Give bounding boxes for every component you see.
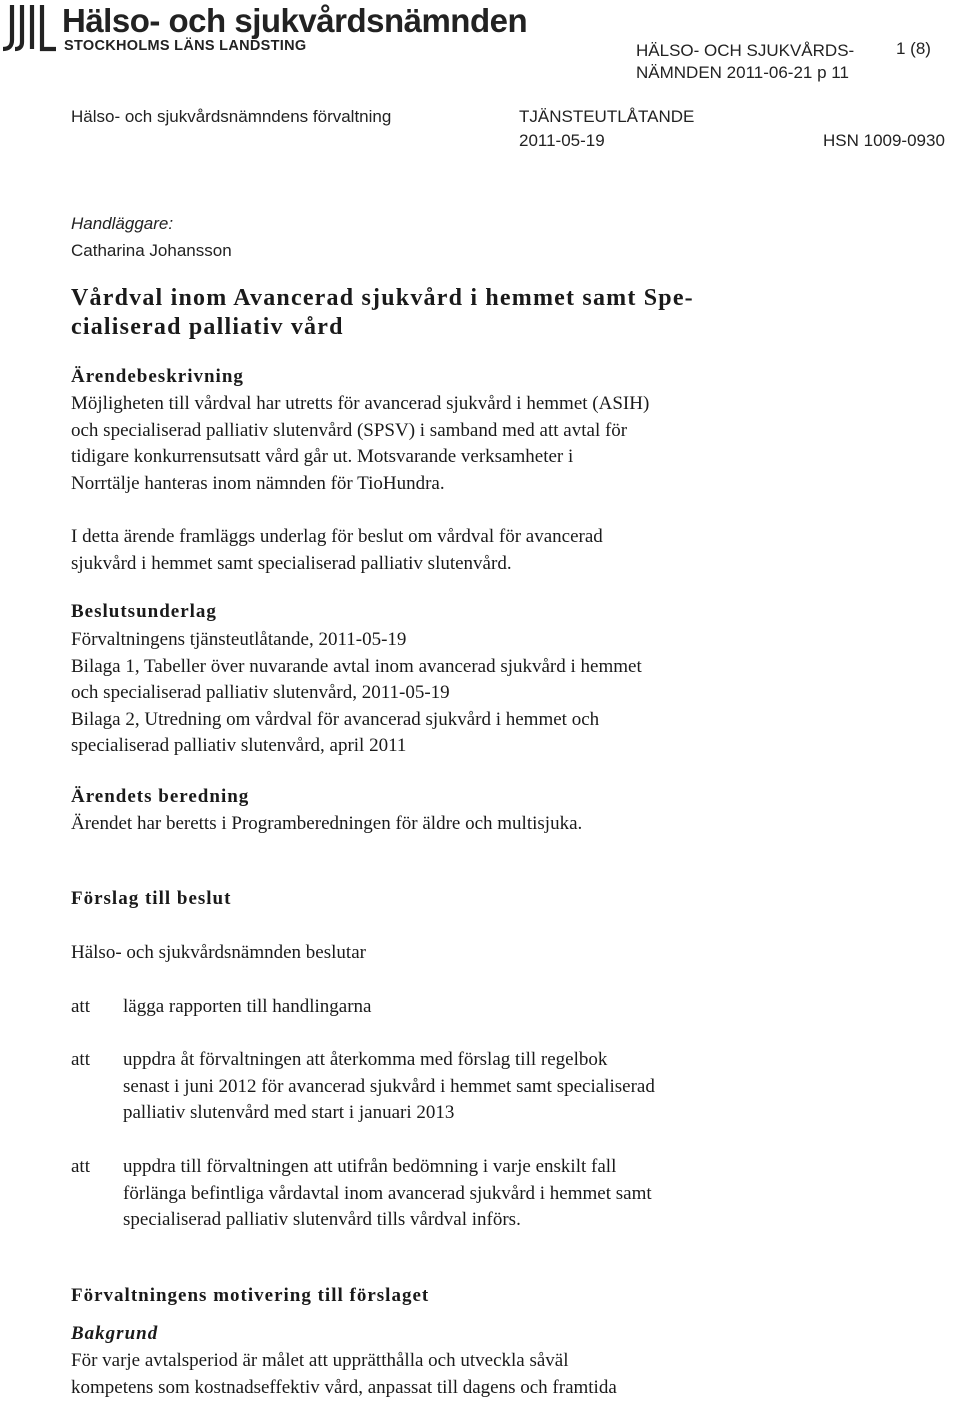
page-title: Vårdval inom Avancerad sjukvård i hemmet samt Spe- cialiserad palliativ vård — [71, 285, 694, 340]
document-date: 2011-05-19 — [519, 131, 605, 150]
decision-text: uppdra till förvaltningen att utifrån bedömning i varje enskilt fall förlänga befintliga vårdavtal inom avancerad sjukvård i hemmet samt specialiserad palliativ slutenvård tills vårdval införs. — [123, 1156, 652, 1230]
logo-title: Hälso- och sjukvårdsnämnden — [62, 2, 528, 39]
decision-text: uppdra åt förvaltningen att återkomma med förslag till regelbok senast i juni 2012 för avancerad sjukvård i hemmet samt specialiserad palliativ slutenvård med start i januari 2013 — [123, 1049, 655, 1123]
document-type: TJÄNSTEUTLÅTANDE — [519, 107, 695, 126]
proposal-intro: Hälso- och sjukvårdsnämnden beslutar — [71, 942, 366, 963]
section-heading-basis: Beslutsunderlag — [71, 601, 217, 622]
description-paragraph-1: Möjligheten till vårdval har utretts för avancerad sjukvård i hemmet (ASIH) och specialiserad palliativ slutenvård (SPSV) i samband med att avtal för tidigare konkurrensutsatt vård går ut. Motsvarande verksamheter i Norrtälje hanteras inom nämnden för TioHundra. — [71, 393, 650, 494]
handler-name: Catharina Johansson — [71, 241, 232, 260]
decision-item — [71, 1154, 931, 1236]
description-paragraph-2: I detta ärende framläggs underlag för beslut om vårdval för avancerad sjukvård i hemmet samt specialiserad palliativ slutenvård. — [71, 526, 603, 574]
page-number: 1 (8) — [896, 39, 931, 58]
logo — [0, 0, 528, 60]
decision-prefix: att — [71, 996, 90, 1017]
section-heading-preparation: Ärendets beredning — [71, 786, 250, 807]
background-text: För varje avtalsperiod är målet att upprätthålla och utveckla såväl kompetens som kostnadseffektiv vård, anpassat till dagens och framtida — [71, 1350, 617, 1398]
section-heading-proposal: Förslag till beslut — [71, 888, 232, 909]
decision-item — [71, 994, 931, 1024]
decision-prefix: att — [71, 1049, 90, 1070]
section-heading-motivation: Förvaltningens motivering till förslaget — [71, 1285, 430, 1306]
county-council-emblem-icon — [0, 2, 58, 52]
decision-prefix: att — [71, 1156, 90, 1177]
decision-item — [71, 1047, 931, 1129]
logo-subtitle: STOCKHOLMS LÄNS LANDSTING — [64, 38, 307, 54]
section-heading-description: Ärendebeskrivning — [71, 366, 244, 387]
basis-list: Förvaltningens tjänsteutlåtande, 2011-05-19 Bilaga 1, Tabeller över nuvarande avtal inom avancerad sjukvård i hemmet och specialiserad palliativ slutenvård, 2011-05-19 Bilaga 2, Utredning om vårdval för avancerad sjukvård i hemmet och specialiserad palliativ slutenvård, april 2011 — [71, 629, 642, 756]
reference-number: HSN 1009-0930 — [823, 131, 945, 150]
preparation-text: Ärendet har beretts i Programberedningen för äldre och multisjuka. — [71, 813, 583, 834]
decision-text: lägga rapporten till handlingarna — [123, 996, 372, 1017]
meeting-line-1: HÄLSO- OCH SJUKVÅRDS- — [636, 41, 855, 60]
meeting-line-2: NÄMNDEN 2011-06-21 p 11 — [636, 63, 849, 82]
subheading-background: Bakgrund — [71, 1323, 159, 1344]
handler-label: Handläggare: — [71, 214, 174, 233]
department: Hälso- och sjukvårdsnämndens förvaltning — [71, 107, 392, 126]
